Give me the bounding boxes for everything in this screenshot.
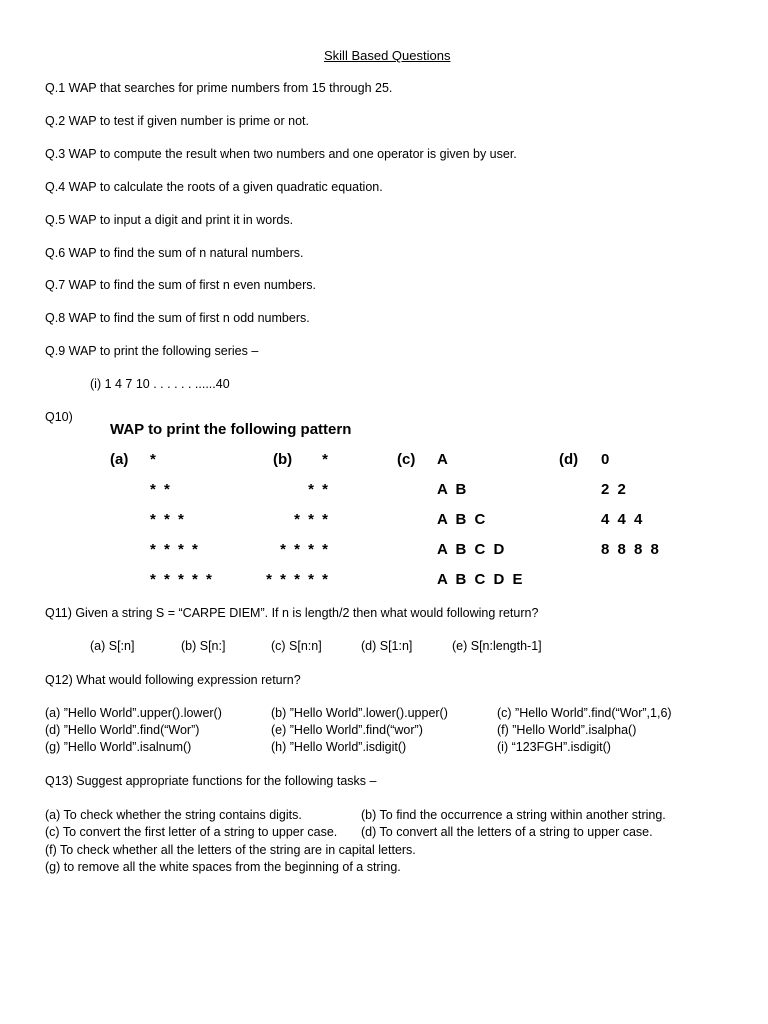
pattern-c-row: A B C D E [437,571,525,588]
q12-option: (i) “123FGH”.isdigit() [497,740,611,754]
question-1: Q.1 WAP that searches for prime numbers from 15 through 25. [45,81,393,95]
q12-option: (f) ”Hello World”.isalpha() [497,723,637,737]
question-8: Q.8 WAP to find the sum of first n odd numbers. [45,311,310,325]
question-13: Q13) Suggest appropriate functions for the following tasks – [45,774,377,788]
pattern-b-row: * * [308,481,330,498]
q12-option: (a) ”Hello World”.upper().lower() [45,706,222,720]
pattern-d-row: 8 8 8 8 [601,541,661,558]
question-5: Q.5 WAP to input a digit and print it in words. [45,213,294,227]
pattern-heading: WAP to print the following pattern [110,421,352,438]
q11-option-c: (c) S[n:n] [271,639,322,653]
pattern-d-row: 4 4 4 [601,511,645,528]
q11-option-a: (a) S[:n] [90,639,135,653]
pattern-c-row: A B C D [437,541,507,558]
question-4: Q.4 WAP to calculate the roots of a given quadratic equation. [45,180,383,194]
question-10-label: Q10) [45,410,73,424]
pattern-b-row: * * * * [280,541,330,558]
pattern-a-row: * * * [150,511,186,528]
pattern-a-row: * [150,451,158,468]
pattern-c-row: A [437,451,450,468]
q11-option-e: (e) S[n:length-1] [452,639,542,653]
pattern-d-row: 0 [601,451,612,468]
question-11: Q11) Given a string S = “CARPE DIEM”. If n is length/2 then what would following return? [45,606,539,620]
question-2: Q.2 WAP to test if given number is prime or not. [45,114,309,128]
q13-task-g: (g) to remove all the white spaces from the beginning of a string. [45,860,401,874]
pattern-label-c: (c) [397,451,416,468]
page-title: Skill Based Questions [324,48,451,63]
q12-option: (c) ”Hello World”.find(“Wor”,1,6) [497,706,672,720]
q12-option: (h) ”Hello World”.isdigit() [271,740,407,754]
q13-task-b: (b) To find the occurrence a string within another string. [361,808,666,822]
question-6: Q.6 WAP to find the sum of n natural numbers. [45,246,304,260]
pattern-d-row: 2 2 [601,481,628,498]
pattern-b-row: * [322,451,330,468]
pattern-a-row: * * * * [150,541,200,558]
q12-option: (g) ”Hello World”.isalnum() [45,740,192,754]
pattern-label-a: (a) [110,451,129,468]
q11-option-d: (d) S[1:n] [361,639,413,653]
q12-option: (b) ”Hello World”.lower().upper() [271,706,448,720]
q13-task-a: (a) To check whether the string contains digits. [45,808,302,822]
series-line: (i) 1 4 7 10 . . . . . . ......40 [90,377,230,391]
question-7: Q.7 WAP to find the sum of first n even numbers. [45,278,316,292]
pattern-c-row: A B C [437,511,488,528]
pattern-c-row: A B [437,481,469,498]
q13-task-f: (f) To check whether all the letters of the string are in capital letters. [45,843,416,857]
question-9: Q.9 WAP to print the following series – [45,344,259,358]
pattern-b-row: * * * [294,511,330,528]
pattern-b-row: * * * * * [266,571,330,588]
question-12: Q12) What would following expression return? [45,673,301,687]
q12-option: (d) ”Hello World”.find(“Wor”) [45,723,200,737]
q13-task-d: (d) To convert all the letters of a string to upper case. [361,825,653,839]
pattern-label-b: (b) [273,451,293,468]
pattern-label-d: (d) [559,451,579,468]
q12-option: (e) ”Hello World”.find(“wor”) [271,723,423,737]
question-3: Q.3 WAP to compute the result when two numbers and one operator is given by user. [45,147,517,161]
q13-task-c: (c) To convert the first letter of a string to upper case. [45,825,338,839]
pattern-a-row: * * [150,481,172,498]
pattern-a-row: * * * * * [150,571,214,588]
q11-option-b: (b) S[n:] [181,639,226,653]
